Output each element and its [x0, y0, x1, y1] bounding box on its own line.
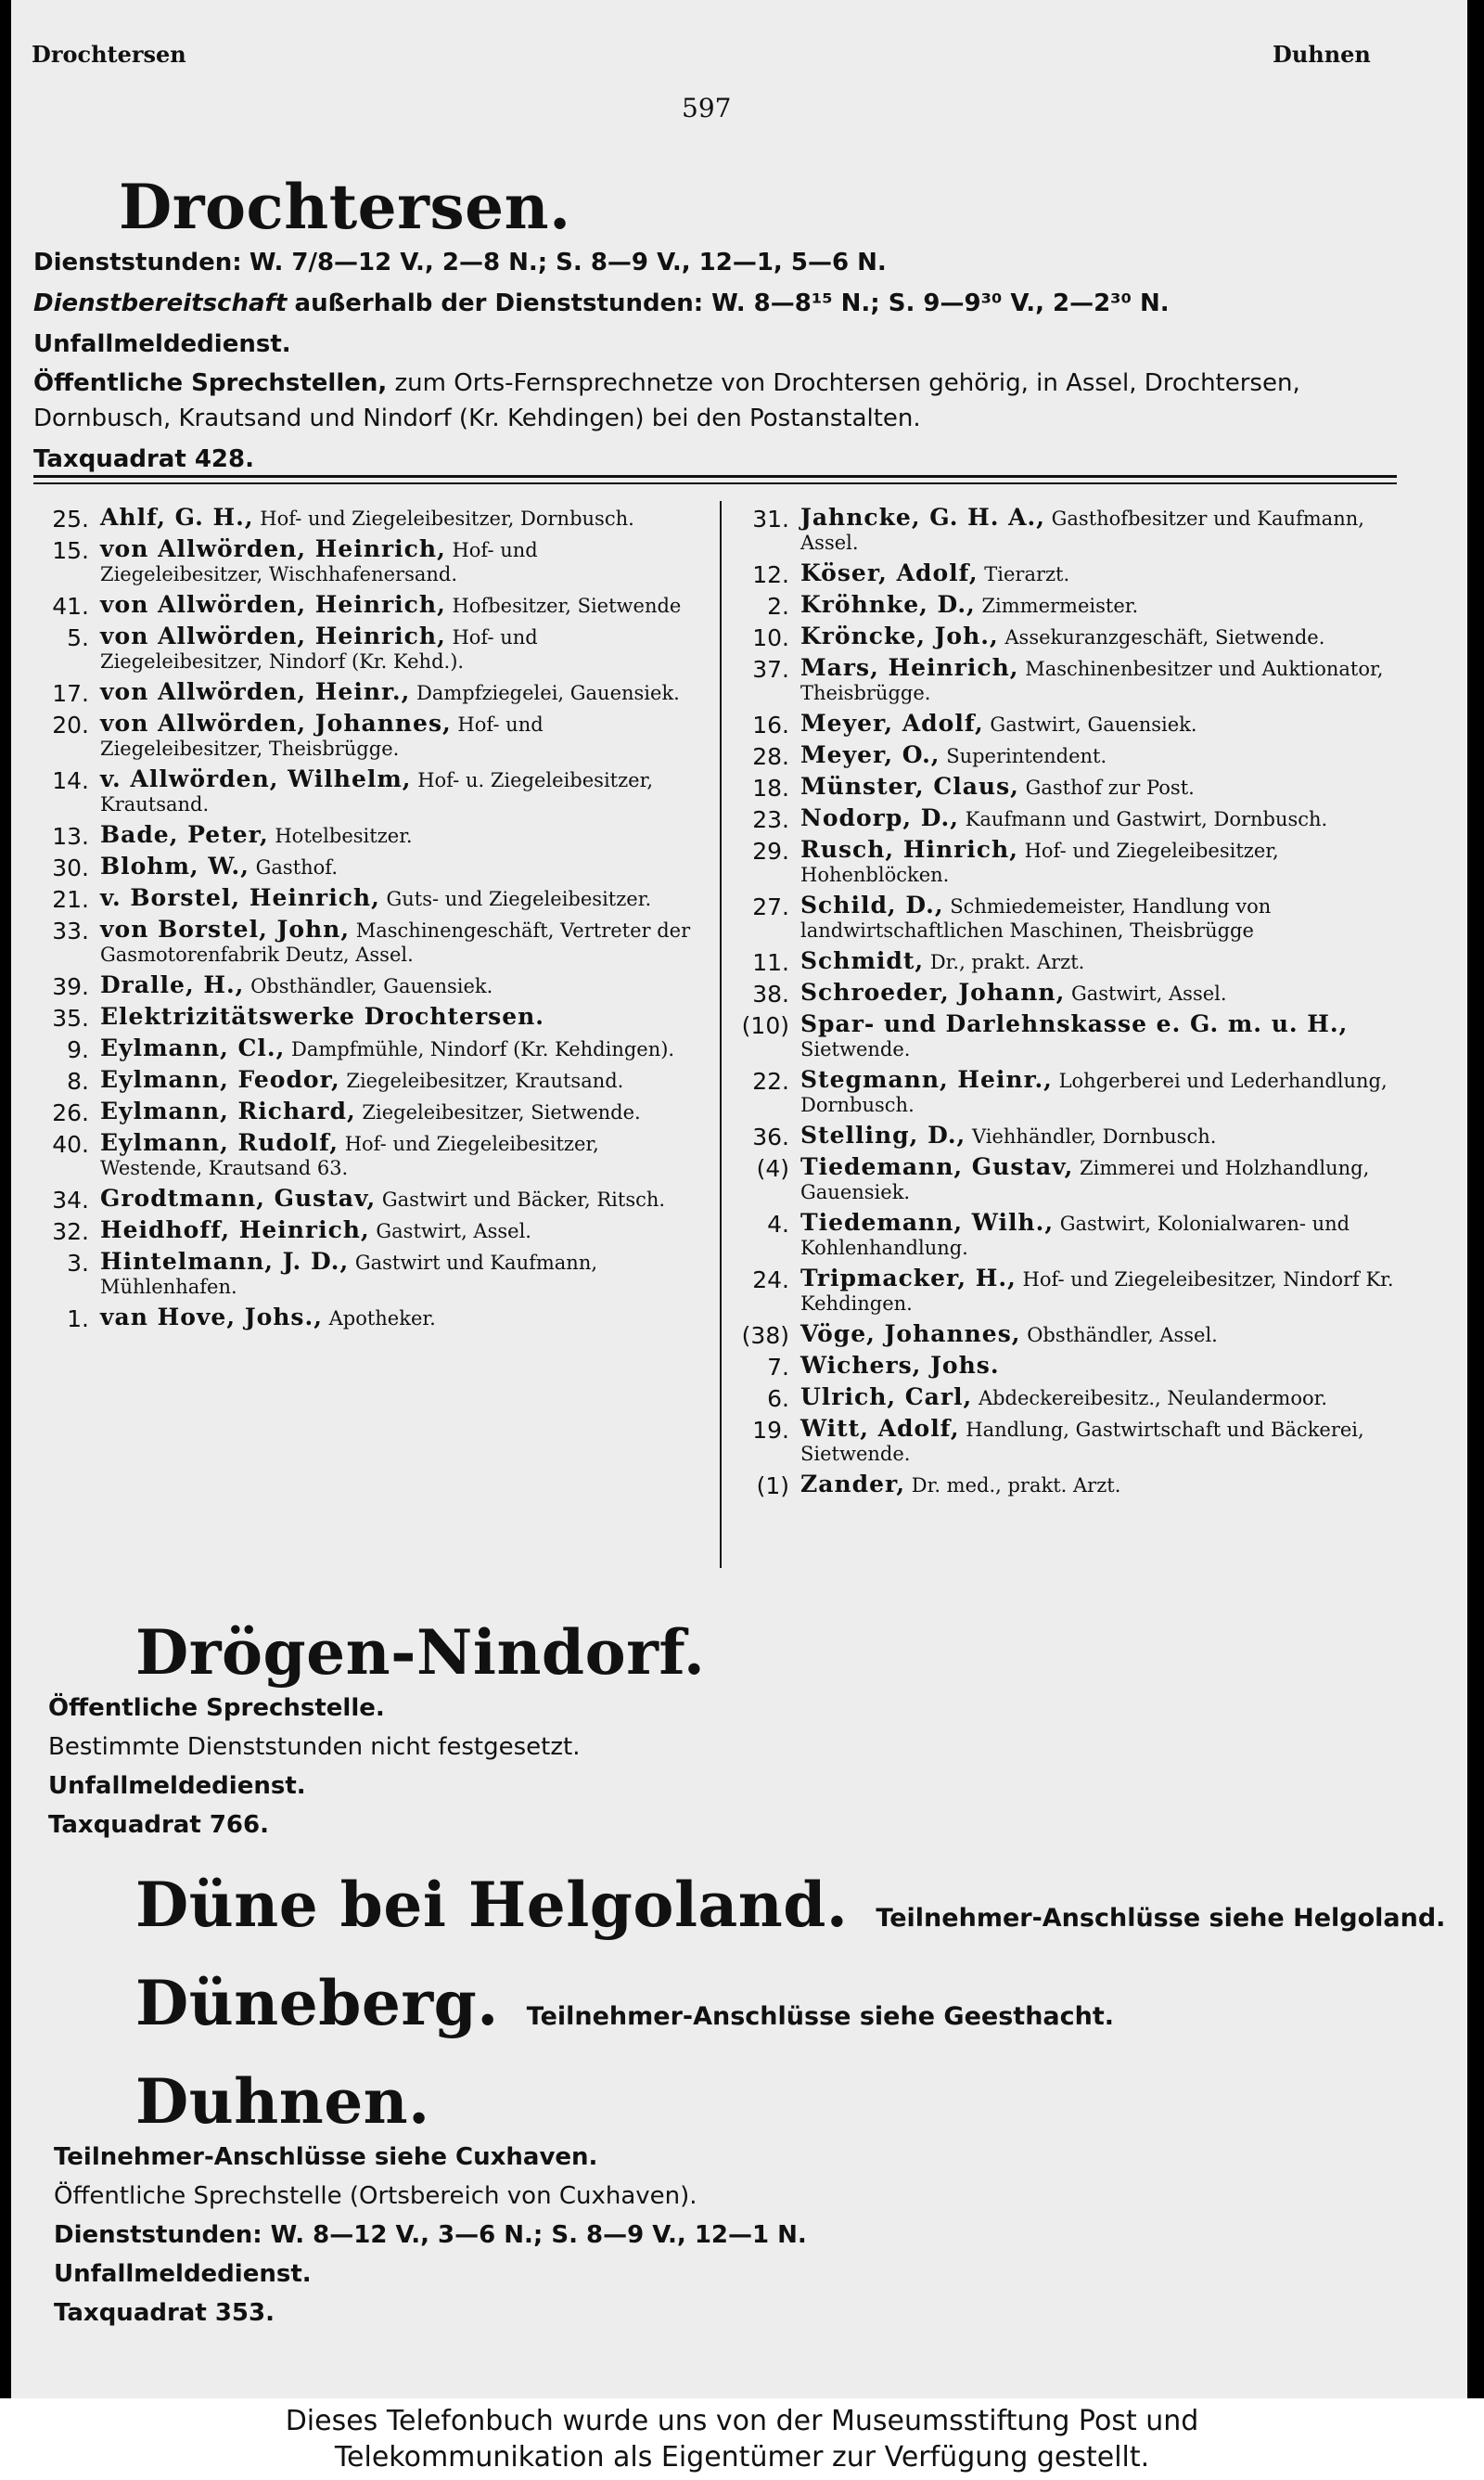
subscriber-text [100, 680, 705, 705]
subscriber-number: 36. [752, 1124, 789, 1150]
dueneberg-note: Teilnehmer-Anschlüsse siehe Geesthacht. [526, 2002, 1115, 2031]
subscriber-text [100, 624, 705, 674]
subscriber-number: 10. [752, 624, 789, 651]
subscriber-number: 30. [52, 855, 89, 881]
subscriber-name: Kröhnke, D., [800, 591, 976, 618]
subscriber-description: Ziegeleibesitzer, Sietwende. [362, 1101, 641, 1124]
subscriber-text [100, 973, 705, 998]
dueneberg-title-text: Düneberg. [135, 1967, 499, 2039]
subscriber-description: Abdeckereibesitz., Neulandermoor. [978, 1387, 1328, 1409]
subscriber-name: Rusch, Hinrich, [800, 836, 1018, 863]
subscriber-text [100, 918, 705, 967]
subscriber-entry [737, 838, 1405, 887]
subscriber-text [800, 743, 1405, 768]
subscriber-description: Assekuranzgeschäft, Sietwende. [1004, 626, 1325, 649]
subscriber-number: 35. [52, 1005, 89, 1032]
subscriber-number: 6. [767, 1385, 789, 1412]
subscriber-number: 32. [52, 1218, 89, 1245]
subscriber-number: 17. [52, 680, 89, 707]
subscriber-text [800, 1012, 1405, 1061]
subscriber-number: 22. [752, 1068, 789, 1095]
subscriber-text [800, 1472, 1405, 1497]
subscriber-entry [737, 949, 1405, 974]
subscriber-description: Hof- und Ziegeleibesitzer, Theisbrügge. [100, 713, 544, 760]
running-head-left: Drochtersen [32, 41, 186, 68]
subscriber-number: 21. [52, 886, 89, 913]
subscriber-number: (10) [741, 1012, 789, 1039]
subscriber-number: 28. [752, 743, 789, 770]
subscriber-description: Hof- und Ziegeleibesitzer, Nindorf (Kr. Kehd.). [100, 626, 538, 673]
subscriber-text [800, 593, 1405, 618]
subscriber-number: 25. [52, 506, 89, 533]
subscriber-name: Meyer, Adolf, [800, 710, 984, 737]
duene-note: Teilnehmer-Anschlüsse siehe Helgoland. [876, 1904, 1446, 1933]
subscriber-number: 33. [52, 918, 89, 944]
town-title-duene [135, 1869, 1445, 1941]
subscriber-entry [737, 1124, 1405, 1149]
subscriber-number: 7. [767, 1354, 789, 1381]
subscriber-entry [37, 855, 705, 880]
subscriber-entry [37, 1005, 705, 1030]
subscriber-name: Grodtmann, Gustav, [100, 1185, 377, 1212]
duhnen-line-3: Dienststunden: W. 8—12 V., 3—6 N.; S. 8—9 V., 12—1 N. [54, 2221, 807, 2249]
column-divider [720, 501, 722, 1568]
subscriber-entry [737, 1155, 1405, 1204]
subscriber-entry [37, 1187, 705, 1212]
droegen-line-1: Öffentliche Sprechstelle. [48, 1694, 385, 1722]
subscriber-number: 15. [52, 537, 89, 564]
town-title-duhnen: Duhnen. [135, 2065, 430, 2138]
taxquadrat-drochtersen: Taxquadrat 428. [33, 445, 254, 473]
duene-title-text: Düne bei Helgoland. [135, 1869, 849, 1941]
subscriber-description: Hof- und Ziegeleibesitzer, Dornbusch. [260, 508, 634, 530]
subscriber-number: 26. [52, 1099, 89, 1126]
subscriber-entry [737, 1417, 1405, 1466]
subscriber-entry [737, 1472, 1405, 1497]
subscriber-text [100, 1187, 705, 1212]
subscriber-number: 14. [52, 767, 89, 794]
subscriber-text [100, 1131, 705, 1180]
subscriber-description: Hof- und Ziegeleibesitzer, Wischhafenersand. [100, 539, 538, 585]
duhnen-line-5: Taxquadrat 353. [54, 2299, 275, 2327]
subscriber-text [800, 624, 1405, 649]
subscriber-name: von Borstel, John, [100, 916, 351, 943]
subscriber-text [100, 712, 705, 761]
subscriber-entry [37, 918, 705, 967]
subscriber-description: Gastwirt und Bäcker, Ritsch. [381, 1189, 666, 1211]
subscriber-name: von Allwörden, Heinrich, [100, 535, 446, 562]
duhnen-line-2: Öffentliche Sprechstelle (Ortsbereich von Cuxhaven). [54, 2182, 697, 2210]
subscriber-text [100, 1036, 705, 1061]
subscriber-text [800, 656, 1405, 705]
subscriber-text [800, 1155, 1405, 1204]
subscriber-number: 23. [752, 806, 789, 833]
subscriber-entry [737, 561, 1405, 586]
subscriber-text [800, 1266, 1405, 1316]
bereitschaft-label: Dienstbereitschaft [33, 289, 288, 317]
subscriber-number: 3. [67, 1250, 89, 1277]
subscriber-description: Handlung, Gastwirtschaft und Bäckerei, Sietwende. [800, 1419, 1364, 1465]
subscriber-description: Gastwirt, Assel. [376, 1220, 531, 1242]
subscriber-name: Münster, Claus, [800, 773, 1019, 800]
subscriber-description: Apotheker. [328, 1307, 436, 1330]
subscriber-name: Bade, Peter, [100, 821, 269, 848]
subscriber-description: Hof- und Ziegeleibesitzer, Nindorf Kr. Kehdingen. [800, 1268, 1394, 1315]
footer-line-2: Telekommunikation als Eigentümer zur Verfügung gestellt. [334, 2441, 1150, 2474]
attribution-footer [0, 2398, 1484, 2480]
subscriber-description: Obsthändler, Assel. [1027, 1324, 1218, 1346]
subscriber-number: 8. [67, 1068, 89, 1095]
subscriber-name: Schroeder, Johann, [800, 979, 1066, 1006]
subscriber-name: Jahncke, G. H. A., [800, 504, 1045, 531]
subscriber-text [100, 1218, 705, 1243]
subscriber-description: Gastwirt und Kaufmann, Mühlenhafen. [100, 1252, 598, 1298]
subscriber-entry [37, 712, 705, 761]
subscriber-name: Ahlf, G. H., [100, 504, 254, 531]
subscriber-description: Gastwirt, Kolonialwaren- und Kohlenhandlung. [800, 1213, 1350, 1259]
scan-border-right [1467, 0, 1484, 2398]
subscriber-name: Vöge, Johannes, [800, 1320, 1021, 1347]
subscriber-text [800, 1322, 1405, 1347]
subscriber-description: Tierarzt. [984, 563, 1070, 585]
duhnen-line-1: Teilnehmer-Anschlüsse siehe Cuxhaven. [54, 2143, 598, 2171]
bereitschaft-line [33, 289, 1170, 317]
subscriber-text [800, 1124, 1405, 1149]
subscriber-entry [737, 775, 1405, 800]
subscriber-number: (38) [741, 1322, 789, 1349]
subscriber-name: Meyer, O., [800, 741, 940, 768]
subscriber-text [800, 775, 1405, 800]
subscriber-number: 16. [752, 712, 789, 739]
subscriber-description: Hotelbesitzer. [275, 825, 413, 847]
subscriber-number: 27. [752, 893, 789, 920]
subscriber-description: Superintendent. [946, 745, 1107, 767]
subscriber-entry [37, 1218, 705, 1243]
subscriber-text [800, 1211, 1405, 1260]
subscriber-description: Gasthofbesitzer und Kaufmann, Assel. [800, 508, 1364, 554]
subscriber-entry [737, 593, 1405, 618]
subscriber-description: Hof- u. Ziegeleibesitzer, Krautsand. [100, 769, 653, 816]
subscriber-description: Hof- und Ziegeleibesitzer, Hohenblöcken. [800, 840, 1279, 886]
subscriber-entry [737, 1266, 1405, 1316]
subscriber-text [100, 537, 705, 586]
subscriber-name: Eylmann, Feodor, [100, 1066, 340, 1093]
subscriber-description: Maschinenbesitzer und Auktionator, Theisbrügge. [800, 658, 1384, 704]
subscriber-name: Kröncke, Joh., [800, 623, 999, 649]
subscriber-name: Blohm, W., [100, 853, 249, 880]
subscriber-entry [37, 1305, 705, 1330]
subscriber-entry [737, 712, 1405, 737]
footer-line-1: Dieses Telefonbuch wurde uns von der Museumsstiftung Post und [285, 2405, 1199, 2437]
divider-rule-thin [33, 482, 1397, 484]
subscriber-description: Gasthof zur Post. [1025, 777, 1195, 799]
subscriber-name: Wichers, Johs. [800, 1352, 1000, 1379]
town-title-droegen-nindorf: Drögen-Nindorf. [135, 1616, 706, 1689]
subscriber-number: 19. [752, 1417, 789, 1444]
subscriber-text [800, 806, 1405, 831]
sprechstellen-line-1 [33, 369, 1300, 397]
subscriber-text [100, 1250, 705, 1299]
subscriber-name: Spar- und Darlehnskasse e. G. m. u. H., [800, 1010, 1349, 1037]
subscriber-entry [737, 1068, 1405, 1117]
subscriber-number: 41. [52, 593, 89, 620]
subscriber-entry [37, 593, 705, 618]
subscriber-description: Dr., prakt. Arzt. [929, 951, 1085, 973]
subscriber-name: Elektrizitätswerke Drochtersen. [100, 1003, 544, 1030]
subscriber-text [800, 1385, 1405, 1410]
subscriber-number: 20. [52, 712, 89, 739]
subscriber-entry [37, 506, 705, 531]
subscriber-name: Mars, Heinrich, [800, 654, 1019, 681]
subscriber-name: Zander, [800, 1471, 906, 1497]
subscriber-name: Tiedemann, Wilh., [800, 1209, 1055, 1236]
subscriber-text [100, 767, 705, 816]
subscriber-text [800, 1354, 1405, 1379]
subscriber-entry [737, 1211, 1405, 1260]
subscriber-number: 40. [52, 1131, 89, 1158]
sprechstellen-text-1: zum Orts-Fernsprechnetze von Drochtersen gehörig, in Assel, Drochtersen, [394, 369, 1300, 397]
subscriber-entry [37, 1250, 705, 1299]
subscriber-description: Zimmermeister. [981, 595, 1139, 617]
subscriber-number: 31. [752, 506, 789, 533]
subscriber-name: Schild, D., [800, 892, 944, 919]
subscriber-name: Tiedemann, Gustav, [800, 1153, 1074, 1180]
subscriber-entry [37, 680, 705, 705]
subscriber-entry [737, 743, 1405, 768]
subscriber-entry [37, 624, 705, 674]
scan-border-left [0, 0, 11, 2398]
subscriber-number: 18. [752, 775, 789, 802]
subscriber-name: von Allwörden, Heinr., [100, 678, 411, 705]
subscriber-name: Tripmacker, H., [800, 1265, 1017, 1291]
subscriber-text [100, 886, 705, 911]
droegen-line-2: Bestimmte Dienststunden nicht festgesetzt. [48, 1733, 581, 1761]
subscriber-name: Eylmann, Richard, [100, 1098, 356, 1124]
sprechstellen-label: Öffentliche Sprechstellen, [33, 369, 388, 397]
subscriber-description: Guts- und Ziegeleibesitzer. [386, 888, 652, 910]
sprechstellen-line-2: Dornbusch, Krautsand und Nindorf (Kr. Kehdingen) bei den Postanstalten. [33, 405, 921, 432]
subscriber-number: 5. [67, 624, 89, 651]
subscriber-entry [37, 1036, 705, 1061]
subscriber-name: von Allwörden, Johannes, [100, 710, 452, 737]
subscriber-number: 13. [52, 823, 89, 850]
subscriber-description: Dampfmühle, Nindorf (Kr. Kehdingen). [290, 1038, 675, 1060]
subscriber-name: van Hove, Johs., [100, 1304, 323, 1330]
subscriber-name: Dralle, H., [100, 971, 245, 998]
subscriber-name: Stegmann, Heinr., [800, 1066, 1053, 1093]
subscriber-text [100, 506, 705, 531]
subscriber-number: 24. [752, 1266, 789, 1293]
droegen-line-3: Unfallmeldedienst. [48, 1772, 306, 1800]
subscriber-entry [37, 537, 705, 586]
subscriber-entry [737, 506, 1405, 555]
subscriber-entry [37, 973, 705, 998]
subscriber-number: (1) [756, 1472, 789, 1499]
subscriber-name: Eylmann, Cl., [100, 1034, 286, 1061]
subscriber-description: Dr. med., prakt. Arzt. [911, 1474, 1121, 1497]
dienststunden-line [33, 249, 887, 276]
subscriber-number: 37. [752, 656, 789, 683]
subscriber-entry [737, 1322, 1405, 1347]
subscriber-entry [737, 981, 1405, 1006]
page-number: 597 [682, 93, 732, 123]
subscriber-entry [737, 1354, 1405, 1379]
subscriber-description: Ziegeleibesitzer, Krautsand. [346, 1070, 624, 1092]
subscriber-text [100, 855, 705, 880]
subscriber-number: 34. [52, 1187, 89, 1214]
subscriber-list-right [737, 506, 1405, 1504]
subscriber-entry [37, 1068, 705, 1093]
subscriber-entry [37, 823, 705, 848]
subscriber-text [100, 823, 705, 848]
subscriber-text [800, 506, 1405, 555]
subscriber-description: Maschinengeschäft, Vertreter der Gasmotorenfabrik Deutz, Assel. [100, 919, 691, 966]
dienststunden-label: Dienststunden: [33, 249, 242, 276]
town-title-drochtersen: Drochtersen. [119, 171, 571, 243]
subscriber-description: Hof- und Ziegeleibesitzer, Westende, Krautsand 63. [100, 1133, 599, 1179]
subscriber-number: 9. [67, 1036, 89, 1063]
dienststunden-value: W. 7/8—12 V., 2—8 N.; S. 8—9 V., 12—1, 5—6 N. [249, 249, 887, 276]
subscriber-number: (4) [756, 1155, 789, 1182]
subscriber-name: Schmidt, [800, 947, 925, 974]
subscriber-name: Köser, Adolf, [800, 559, 979, 586]
subscriber-entry [737, 893, 1405, 943]
subscriber-description: Viehhändler, Dornbusch. [971, 1125, 1217, 1148]
subscriber-description: Zimmerei und Holzhandlung, Gauensiek. [800, 1157, 1370, 1203]
subscriber-text [800, 838, 1405, 887]
subscriber-text [800, 1417, 1405, 1466]
subscriber-number: 38. [752, 981, 789, 1008]
subscriber-number: 12. [752, 561, 789, 588]
subscriber-entry [37, 767, 705, 816]
subscriber-name: Hintelmann, J. D., [100, 1248, 350, 1275]
subscriber-description: Kaufmann und Gastwirt, Dornbusch. [965, 808, 1328, 830]
subscriber-text [800, 561, 1405, 586]
duhnen-line-4: Unfallmeldedienst. [54, 2260, 312, 2288]
subscriber-name: Nodorp, D., [800, 804, 959, 831]
subscriber-name: Stelling, D., [800, 1122, 966, 1149]
town-title-dueneberg [135, 1967, 1114, 2039]
subscriber-text [800, 893, 1405, 943]
subscriber-entry [37, 1099, 705, 1124]
subscriber-name: Heidhoff, Heinrich, [100, 1216, 370, 1243]
subscriber-text [100, 1099, 705, 1124]
bereitschaft-value: außerhalb der Dienststunden: W. 8—8¹⁵ N.; S. 9—9³⁰ V., 2—2³⁰ N. [294, 289, 1170, 317]
subscriber-name: v. Borstel, Heinrich, [100, 884, 380, 911]
subscriber-number: 2. [767, 593, 789, 620]
subscriber-name: Ulrich, Carl, [800, 1383, 973, 1410]
subscriber-description: Lohgerberei und Lederhandlung, Dornbusch. [800, 1070, 1388, 1116]
subscriber-description: Gastwirt, Gauensiek. [990, 713, 1197, 736]
subscriber-number: 11. [752, 949, 789, 976]
subscriber-entry [37, 1131, 705, 1180]
subscriber-entry [737, 1385, 1405, 1410]
droegen-line-4: Taxquadrat 766. [48, 1811, 269, 1839]
subscriber-text [100, 593, 705, 618]
subscriber-description: Schmiedemeister, Handlung von landwirtschaftlichen Maschinen, Theisbrügge [800, 895, 1272, 942]
subscriber-entry [737, 1012, 1405, 1061]
subscriber-text [800, 949, 1405, 974]
subscriber-description: Gasthof. [255, 856, 339, 879]
divider-rule [33, 475, 1397, 478]
subscriber-text [100, 1068, 705, 1093]
subscriber-entry [37, 886, 705, 911]
subscriber-entry [737, 656, 1405, 705]
subscriber-description: Dampfziegelei, Gauensiek. [416, 682, 680, 704]
subscriber-name: Eylmann, Rudolf, [100, 1129, 339, 1156]
subscriber-text [100, 1005, 705, 1030]
subscriber-name: von Allwörden, Heinrich, [100, 591, 446, 618]
subscriber-description: Gastwirt, Assel. [1070, 983, 1227, 1005]
subscriber-number: 1. [67, 1305, 89, 1332]
subscriber-name: Witt, Adolf, [800, 1415, 960, 1442]
subscriber-name: von Allwörden, Heinrich, [100, 623, 446, 649]
subscriber-description: Obsthändler, Gauensiek. [250, 975, 493, 997]
subscriber-name: v. Allwörden, Wilhelm, [100, 765, 412, 792]
subscriber-list-left [37, 506, 705, 1337]
subscriber-text [800, 1068, 1405, 1117]
subscriber-number: 29. [752, 838, 789, 865]
subscriber-description: Sietwende. [800, 1038, 911, 1060]
subscriber-text [100, 1305, 705, 1330]
subscriber-entry [737, 806, 1405, 831]
running-head-right: Duhnen [1273, 41, 1371, 68]
subscriber-number: 39. [52, 973, 89, 1000]
subscriber-text [800, 981, 1405, 1006]
subscriber-text [800, 712, 1405, 737]
unfallmeldedienst: Unfallmeldedienst. [33, 330, 291, 358]
subscriber-entry [737, 624, 1405, 649]
subscriber-number: 4. [767, 1211, 789, 1238]
subscriber-description: Hofbesitzer, Sietwende [452, 595, 682, 617]
